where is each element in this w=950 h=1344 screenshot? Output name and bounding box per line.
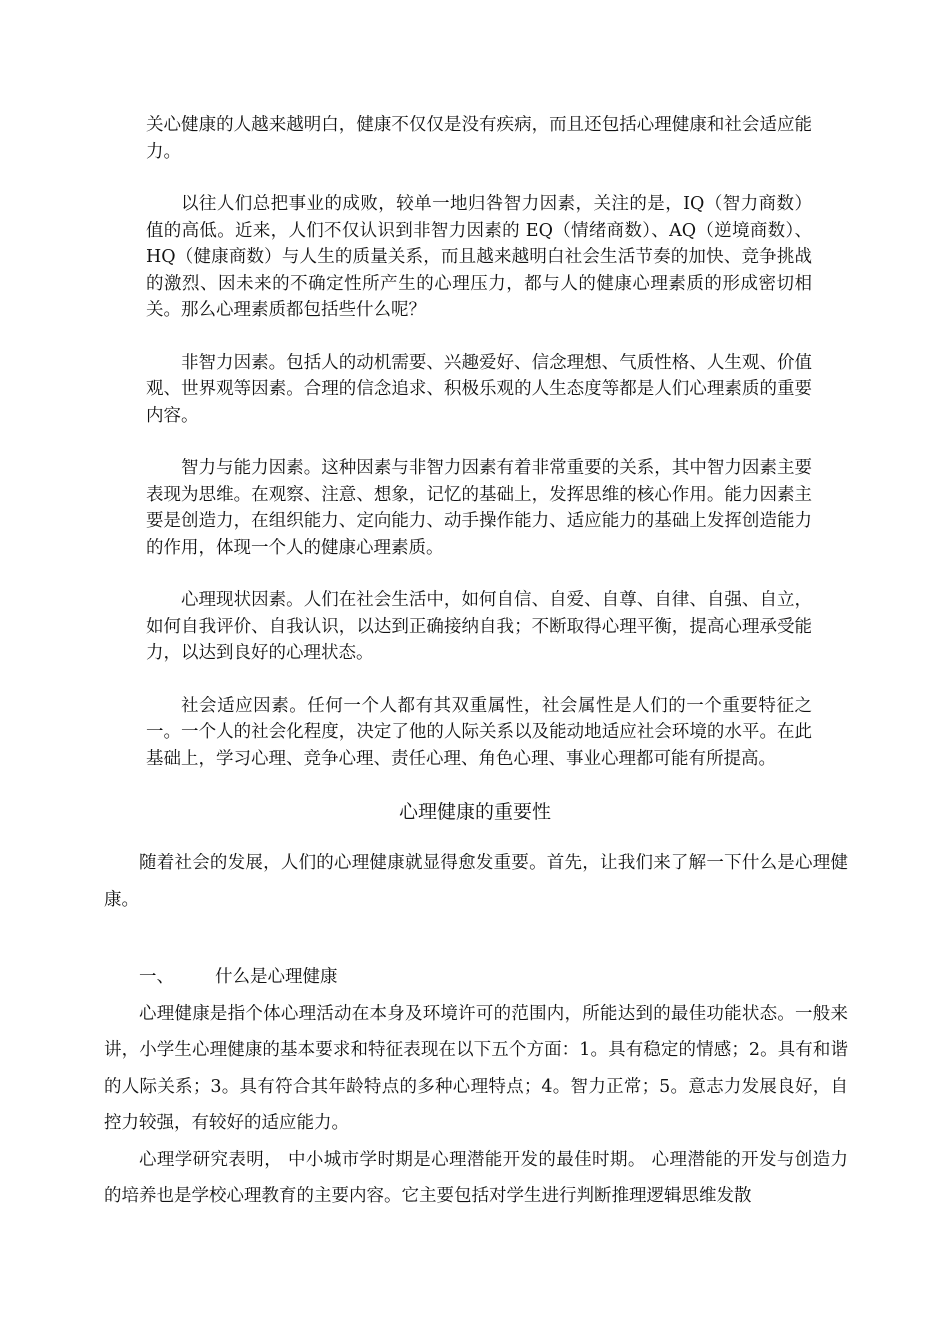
section-intro-paragraph: 随着社会的发展，人们的心理健康就显得愈发重要。首先，让我们来了解一下什么是心理健康。 — [104, 853, 848, 910]
subsection-title: 什么是心理健康 — [215, 967, 338, 987]
research-paragraph: 心理学研究表明， 中小城市学时期是心理潜能开发的最佳时期。 心理潜能的开发与创造力的培养也是学校心理教育的主要内容。它主要包括对学生进行判断推理逻辑思维发散 — [104, 1149, 848, 1206]
paragraph-intelligence-ability: 智力与能力因素。这种因素与非智力因素有着非常重要的关系，其中智力因素主要表现为思维。在观察、注意、想象，记忆的基础上，发挥思维的核心作用。能力因素主要是创造力，在组织能力、定向能力、动手操作能力、适应能力的基础上发挥创造能力的作用，体现一个人的健康心理素质。 — [146, 458, 812, 558]
paragraph-psychological-state: 心理现状因素。人们在社会生活中，如何自信、自爱、自尊、自律、自强、自立，如何自我评价、自我认识，以达到正确接纳自我；不断取得心理平衡，提高心理承受能力，以达到良好的心理状态。 — [146, 590, 812, 663]
main-section — [104, 845, 848, 1215]
definition-paragraph: 心理健康是指个体心理活动在本身及环境许可的范围内，所能达到的最佳功能状态。一般来讲，小学生心理健康的基本要求和特征表现在以下五个方面：1。具有稳定的情感；2。具有和谐的人际关系；3。具有符合其年龄特点的多种心理特点；4。智力正常；5。意志力发展良好，自控力较强，有较好的适应能力。 — [104, 1003, 848, 1133]
subsection-heading — [104, 959, 848, 996]
intro-section — [146, 112, 812, 798]
paragraph-non-intelligence: 非智力因素。包括人的动机需要、兴趣爱好、信念理想、气质性格、人生观、价值观、世界观等因素。合理的信念追求、积极乐观的人生态度等都是人们心理素质的重要内容。 — [146, 352, 812, 426]
section-heading: 心理健康的重要性 — [398, 801, 551, 823]
subsection-number: 一、 — [139, 967, 174, 987]
paragraph-intelligence-factors: 以往人们总把事业的成败，较单一地归咎智力因素，关注的是，IQ（智力商数）值的高低。近来，人们不仅认识到非智力因素的 EQ（情绪商数）、AQ（逆境商数）、HQ（健康商数）与人生的质量关系，而且越来越明白社会生活节奏的加快、竞争挑战的激烈、因未来的不确定性所产生的心理压力，都与人的健康心理素质的形成密切相关。那么心理素质都包括些什么呢？ — [146, 194, 812, 320]
paragraph-social-adaptation: 社会适应因素。任何一个人都有其双重属性，社会属性是人们的一个重要特征之一。一个人的社会化程度，决定了他的人际关系以及能动地适应社会环境的水平。在此基础上，学习心理、竞争心理、责任心理、角色心理、事业心理都可能有所提高。 — [146, 695, 812, 769]
intro-paragraph: 关心健康的人越来越明白，健康不仅仅是没有疾病，而且还包括心理健康和社会适应能力。 — [146, 115, 812, 162]
